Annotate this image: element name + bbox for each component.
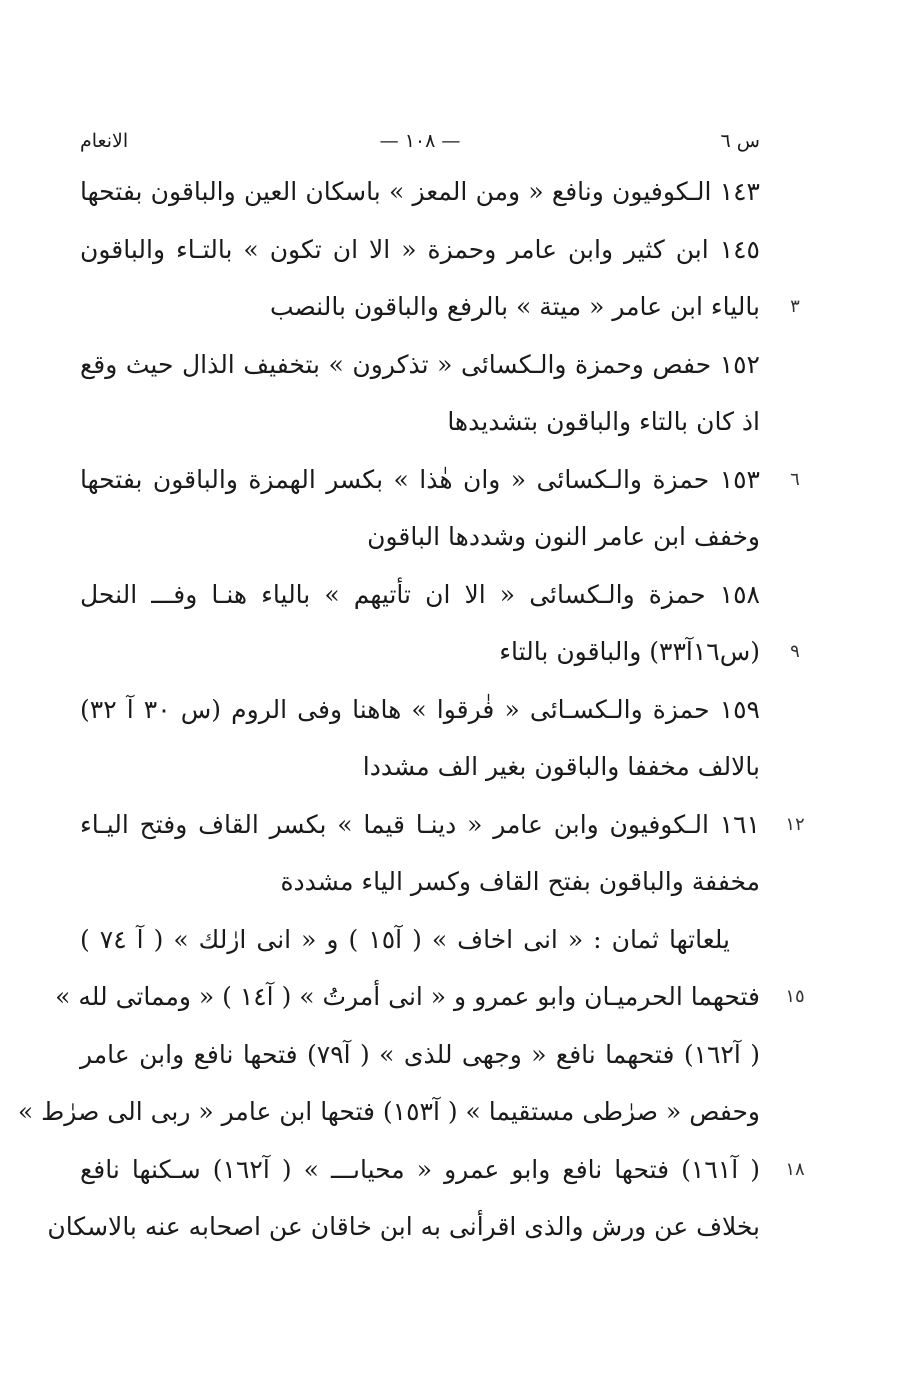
line-text: فتحهما الحرميـان وابو عمرو و « انى أمرتُ » ( آ١٤ ) « ومماتى لله » bbox=[55, 982, 760, 1011]
line-text: ( آ١٦٢) فتحهما نافع « وجهى للذى » ( آ٧٩) فتحها نافع وابن عامر bbox=[80, 1039, 760, 1069]
line-text: وخفف ابن عامر النون وشددها الباقون bbox=[367, 522, 760, 551]
text-line bbox=[80, 228, 760, 286]
text-line bbox=[80, 803, 805, 861]
line-text: ١٥٨ حمزة والـكسائى « الا ان تأتيهم » بالياء هنـا وفـــ النحل bbox=[80, 579, 760, 609]
text-line bbox=[80, 573, 760, 631]
page-reference: س ٦ bbox=[720, 130, 760, 152]
line-text: مخففة والباقون بفتح القاف وكسر الياء مشددة bbox=[280, 867, 760, 896]
line-text: وحفص « صرٰطى مستقيما » ( آ١٥٣) فتحها ابن عامر « ربى الى صرٰط » bbox=[17, 1097, 760, 1126]
text-line bbox=[80, 400, 760, 458]
text-line bbox=[17, 1090, 760, 1148]
text-line bbox=[80, 745, 760, 803]
page-header bbox=[80, 130, 760, 158]
text-body bbox=[17, 170, 805, 1263]
text-line bbox=[80, 343, 760, 401]
margin-line-number: ١٨ bbox=[785, 1158, 805, 1180]
line-text: ١٥٢ حفص وحمزة والـكسائى « تذكرون » بتخفيف الذال حيث وقع bbox=[80, 349, 760, 379]
text-line bbox=[80, 515, 760, 573]
text-line bbox=[47, 1205, 760, 1263]
text-line bbox=[80, 860, 760, 918]
line-text: ١٥٣ حمزة والـكسائى « وان هٰذا » بكسر الهمزة والباقون بفتحها bbox=[80, 464, 760, 494]
margin-line-number: ٩ bbox=[790, 641, 800, 662]
line-text: ١٤٥ ابن كثير وابن عامر وحمزة « الا ان تكون » بالتـاء والباقون bbox=[80, 234, 760, 264]
line-text: بالياء ابن عامر « ميتة » بالرفع والباقون بالنصب bbox=[269, 292, 760, 321]
text-line bbox=[55, 975, 805, 1033]
line-text: ١٥٩ حمزة والـكسـائى « فٰرقوا » هاهنا وفى الروم (س ٣٠ آ ٣٢) bbox=[80, 694, 760, 724]
surah-title: الانعام bbox=[80, 130, 129, 152]
margin-line-number: ٣ bbox=[790, 296, 800, 317]
line-text: بخلاف عن ورش والذى اقرأنى به ابن خاقان عن اصحابه عنه بالاسكان bbox=[47, 1212, 760, 1241]
text-line bbox=[80, 458, 800, 516]
line-text: ١٦١ الـكوفيون وابن عامر « دينـا قيما » بكسر القاف وفتح اليـاء bbox=[80, 809, 760, 839]
line-text: ١٤٣ الـكوفيون ونافع « ومن المعز » باسكان العين والباقون بفتحها bbox=[80, 177, 760, 206]
text-line bbox=[80, 285, 800, 343]
text-line bbox=[80, 630, 800, 688]
line-text: يلعاتها ثمان : « انى اخاف » ( آ١٥ ) و « انى ارٰلك » ( آ ٧٤ ) bbox=[80, 924, 730, 954]
page-number: — ١٠٨ — bbox=[379, 130, 461, 152]
text-line bbox=[80, 170, 760, 228]
line-text: (س١٦آ٣٣) والباقون بالتاء bbox=[499, 637, 760, 666]
text-line bbox=[80, 918, 760, 976]
margin-line-number: ١٢ bbox=[785, 813, 805, 835]
line-text: اذ كان بالتاء والباقون بتشديدها bbox=[447, 407, 760, 436]
margin-line-number: ٦ bbox=[790, 468, 800, 490]
line-text: بالالف مخففا والباقون بغير الف مشددا bbox=[362, 752, 760, 781]
text-line bbox=[80, 1148, 805, 1206]
margin-line-number: ١٥ bbox=[785, 986, 805, 1007]
line-text: ( آ١٦١) فتحها نافع وابو عمرو « محياىـــ » ( آ١٦٢) سـكنها نافع bbox=[80, 1154, 760, 1184]
text-line bbox=[80, 688, 760, 746]
text-line bbox=[80, 1033, 760, 1091]
